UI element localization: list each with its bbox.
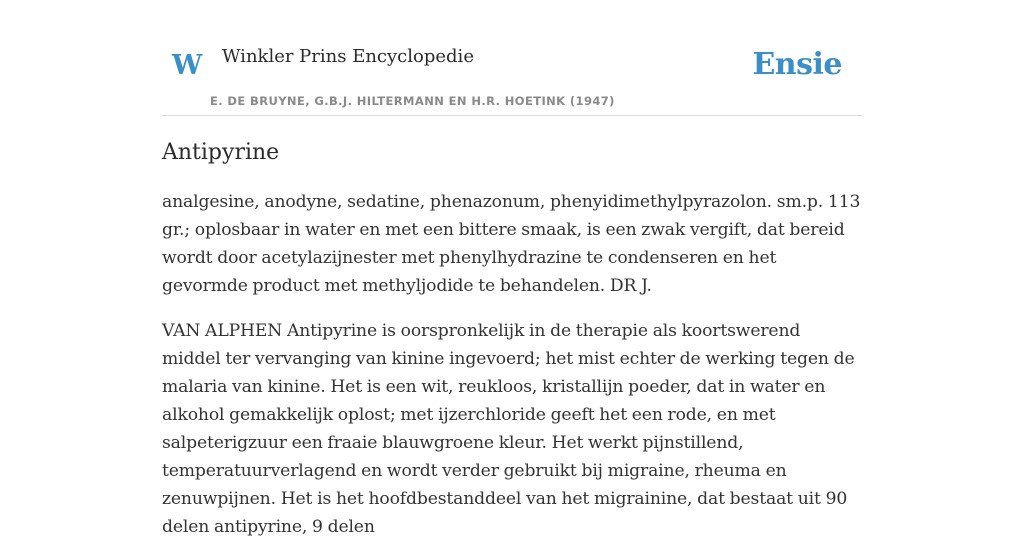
- entry-body: [162, 188, 862, 541]
- ensie-logo-link[interactable]: Ensie: [752, 47, 842, 82]
- entry-paragraph: analgesine, anodyne, sedatine, phenazonum, phenyidimethylpyrazolon. sm.p. 113 gr.; oplosbaar in water en met een bittere smaak, is een zwak vergift, dat bereid wordt door acetylazijnester met phenylhydrazine te condenseren en het gevormde product met methyljodide te behandelen. DR J.: [162, 192, 861, 297]
- source-header: [162, 0, 862, 116]
- entry-title: Antipyrine: [162, 140, 280, 165]
- entry-paragraph: VAN ALPHEN Antipyrine is oorspronkelijk in de therapie als koortswerend middel ter vervanging van kinine ingevoerd; het mist echter de werking tegen de malaria van kinine. Het is een wit, reukloos, kristallijn poeder, dat in water en alkohol gemakkelijk oplost; met ijzerchloride geeft het een rode, en met salpeterigzuur een fraaie blauwgroene kleur. Het werkt pijnstillend, temperatuurverlagend en wordt verder gebruikt bij migraine, rheuma en zenuwpijnen. Het is het hoofdbestanddeel van het migrainine, dat bestaat uit 90 delen antipyrine, 9 delen: [162, 321, 855, 538]
- source-logo-icon[interactable]: W: [172, 50, 203, 81]
- source-authors: E. DE BRUYNE, G.B.J. HILTERMANN EN H.R. HOETINK (1947): [210, 94, 615, 108]
- source-title-link[interactable]: Winkler Prins Encyclopedie: [222, 46, 474, 67]
- page: [162, 0, 862, 538]
